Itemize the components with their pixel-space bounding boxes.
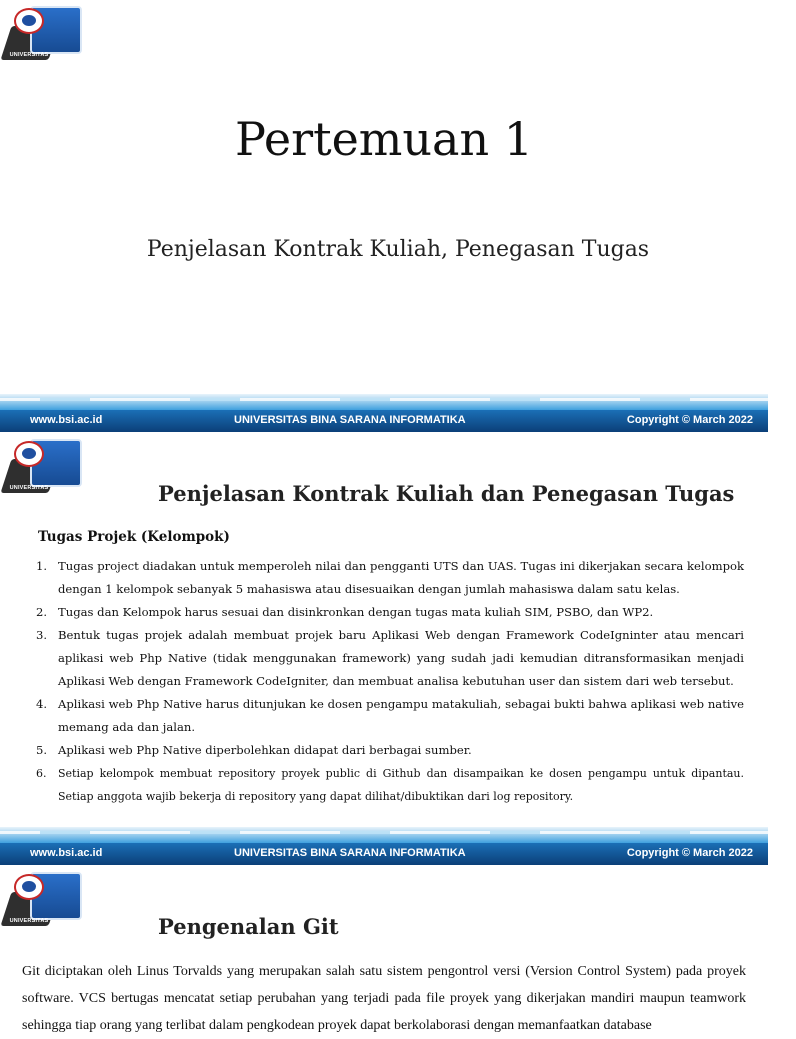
list-item: 4. Aplikasi web Php Native harus ditunjukan ke dosen pengampu matakuliah, sebagai bukti bahwa aplikasi web native memang ada dan jalan. [36,697,744,734]
slide-title: Penjelasan Kontrak Kuliah dan Penegasan Tugas [158,481,735,506]
logo-text: UNIVERSITAS [9,52,49,58]
body-paragraph: Git diciptakan oleh Linus Torvalds yang merupakan salah satu sistem pengontrol versi (Version Control System) pada proyek software. VCS bertugas mencatat setiap perubahan yang terjadi pada file proyek yang dikerjakan mandiri maupun teamwork sehingga tiap orang yang terlibat dalam pengkodean proyek dapat berkolaborasi dengan memanfaatkan database [22,964,746,1033]
logo-text: UNIVERSITAS [9,918,49,924]
slide-3 [0,866,768,1033]
list-item: 5. Aplikasi web Php Native diperbolehkan didapat dari berbagai sumber. [36,743,472,757]
task-list [36,555,744,808]
footer-copyright: Copyright © March 2022 [626,847,753,859]
footer-institution: UNIVERSITAS BINA SARANA INFORMATIKA [234,414,466,426]
list-item: 3. Bentuk tugas projek adalah membuat projek baru Aplikasi Web dengan Framework CodeIgninter atau mencari aplikasi web Php Native (tidak menggunakan framework) yang sudah jadi kemudian ditransformasikan menjadi Aplikasi Web dengan Framework CodeIgniter, dan membuat analisa kebutuhan user dan sistem dari web tersebut. [36,628,744,688]
slide-title: Pengenalan Git [158,914,339,939]
slide-2 [0,433,768,865]
footer-website: www.bsi.ac.id [30,847,103,859]
university-logo-icon [4,4,82,60]
list-item: 1. Tugas project diadakan untuk memperoleh nilai dan pengganti UTS dan UAS. Tugas ini dikerjakan secara kelompok dengan 1 kelompok sebanyak 5 mahasiswa atau disesuaikan dengan jumlah mahasiswa dalam satu kelas. [36,559,744,596]
logo-text: UNIVERSITAS [9,485,49,491]
list-item: 2. Tugas dan Kelompok harus sesuai dan disinkronkan dengan tugas mata kuliah SIM, PSBO, dan WP2. [36,605,654,619]
list-item: 6. Setiap kelompok membuat repository proyek public di Github dan disampaikan ke dosen pengampu untuk dipantau. Setiap anggota wajib bekerja di repository yang dapat dilihat/dibuktikan dari log repository. [36,767,744,803]
slide-title: Pertemuan 1 [235,112,533,166]
university-logo-icon [4,437,82,493]
slide-subtitle: Penjelasan Kontrak Kuliah, Penegasan Tugas [146,237,650,262]
slide-1 [0,0,768,432]
footer-institution: UNIVERSITAS BINA SARANA INFORMATIKA [234,847,466,859]
university-logo-icon [4,870,82,926]
footer-copyright: Copyright © March 2022 [626,414,753,426]
footer-band [0,827,768,865]
footer-band [0,394,768,432]
section-heading: Tugas Projek (Kelompok) [38,529,230,545]
footer-website: www.bsi.ac.id [30,414,103,426]
